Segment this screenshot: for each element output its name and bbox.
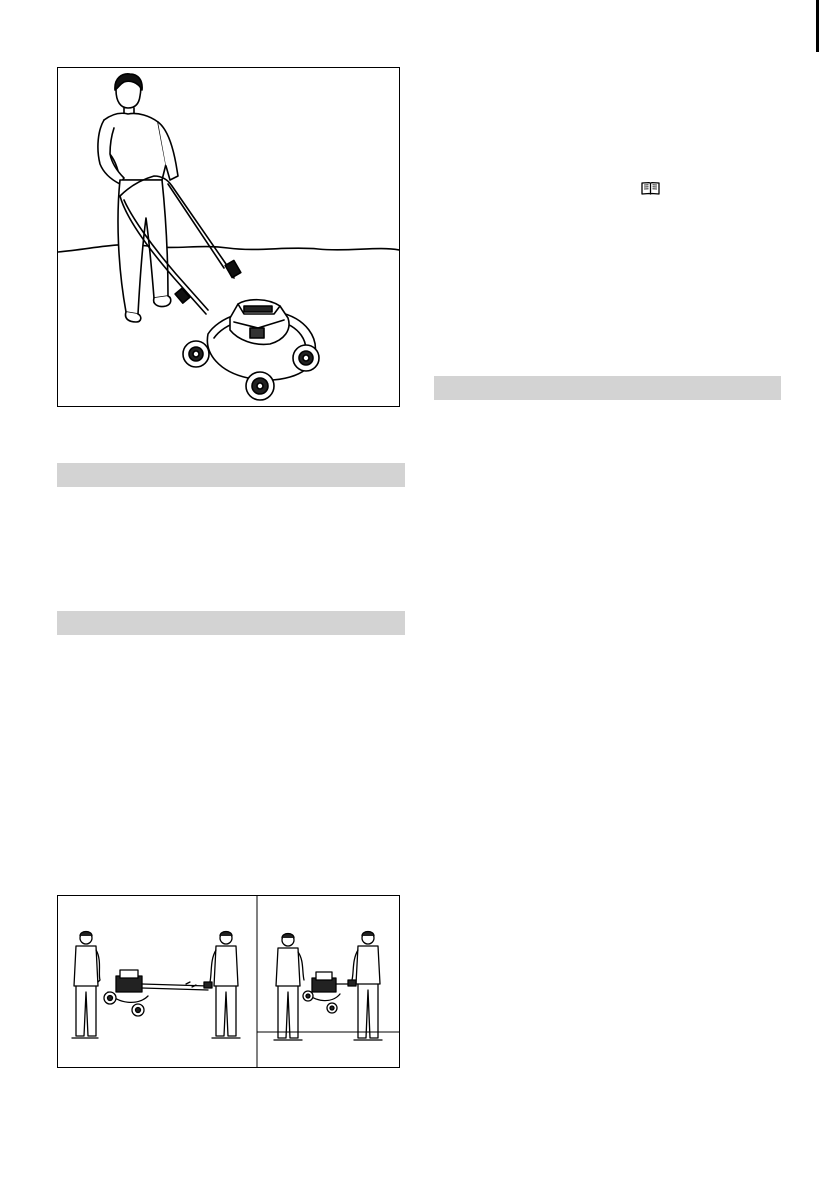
mower-wheel-rear — [246, 372, 274, 400]
stepper-left — [274, 934, 304, 1041]
carrier-right — [204, 932, 240, 1039]
person-foot-left — [125, 312, 140, 322]
panel-carry-flat — [72, 932, 240, 1039]
page-edge-mark — [816, 0, 819, 52]
mower-carried-right — [303, 972, 356, 1013]
mowing-illustration — [58, 68, 399, 406]
mower-wheel-front-left — [183, 341, 209, 367]
mower-wheel-front-right — [293, 345, 319, 371]
carrier-left — [72, 932, 100, 1039]
figure-carrying — [57, 895, 400, 1068]
stepper-right — [348, 932, 382, 1041]
figure-mowing — [57, 67, 400, 407]
ground-line — [58, 245, 399, 252]
book-icon — [641, 181, 660, 196]
panel-carry-step — [257, 932, 399, 1041]
section-header-bar-1 — [57, 463, 405, 487]
person-legs — [118, 180, 168, 314]
section-header-bar-right — [434, 376, 781, 400]
mower-carried-left — [104, 970, 208, 1016]
section-header-bar-2 — [57, 611, 405, 635]
carrying-illustration — [58, 896, 399, 1067]
